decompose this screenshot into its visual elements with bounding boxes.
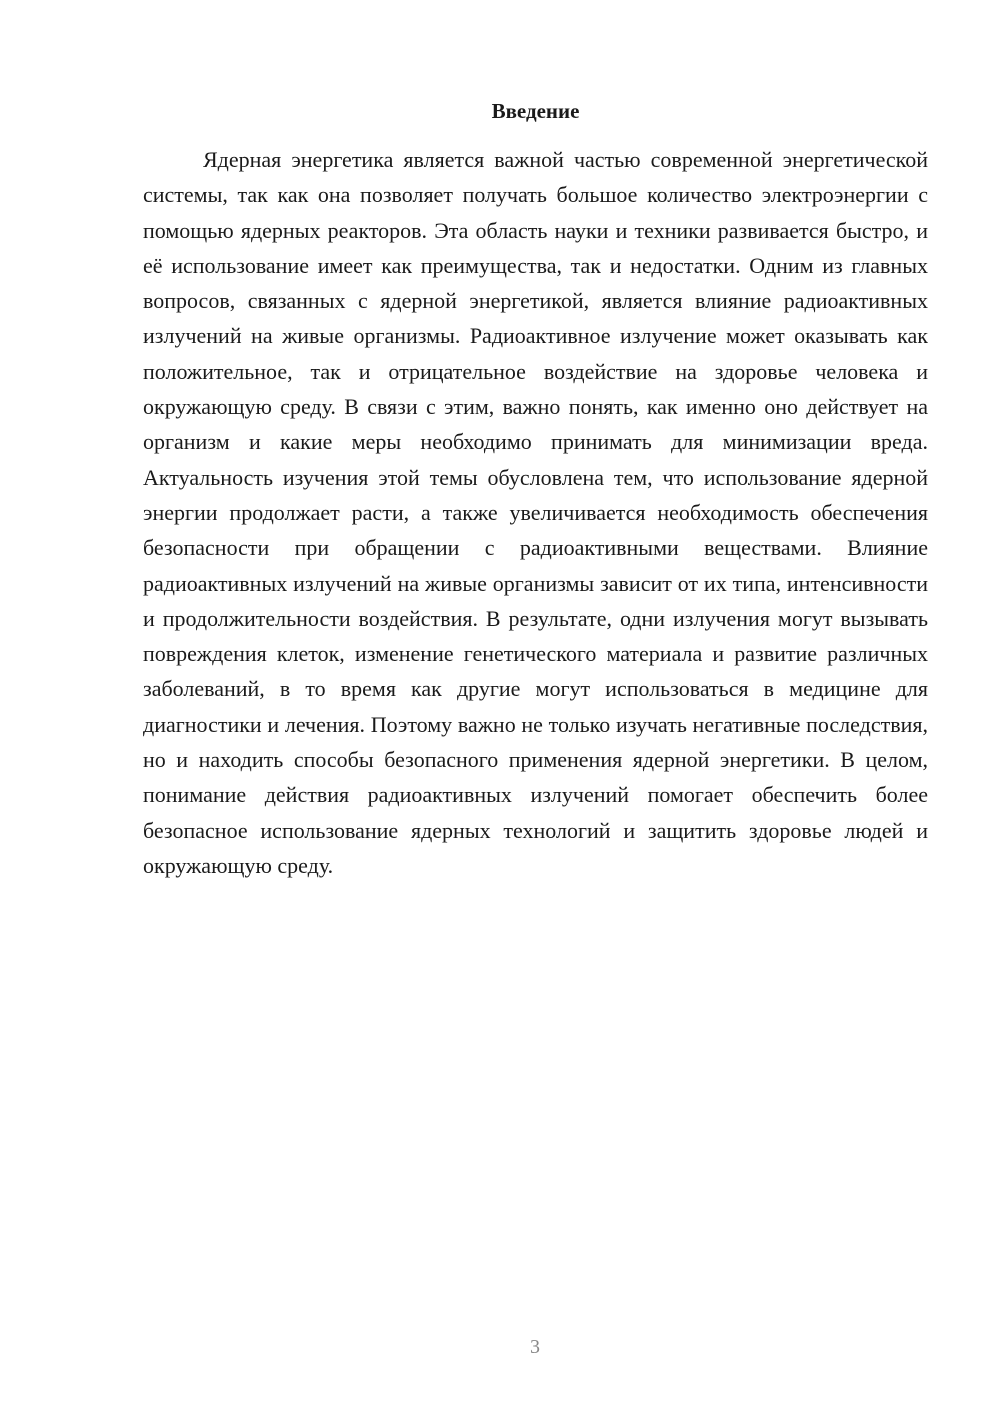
body-paragraph: Ядерная энергетика является важной частью современной энергетической системы, так как она позволяет получать большое количество электроэнергии с помощью ядерных реакторов. Эта область науки и техники развивается быстро, и её использование имеет как преимущества, так и недостатки. Одним из главных вопросов, связанных с ядерной энергетикой, является влияние радиоактивных излучений на живые организмы. Радиоактивное излучение может оказывать как положительное, так и отрицательное воздействие на здоровье человека и окружающую среду. В связи с этим, важно понять, как именно оно действует на организм и какие меры необходимо принимать для минимизации вреда. Актуальность изучения этой темы обусловлена тем, что использование ядерной энергии продолжает расти, а также увеличивается необходимость обеспечения безопасности при обращении с радиоактивными веществами. Влияние радиоактивных излучений на живые организмы зависит от их типа, интенсивности и продолжительности воздействия. В результате, одни излучения могут вызывать повреждения клеток, изменение генетического материала и развитие различных заболеваний, в то время как другие могут использоваться в медицине для диагностики и лечения. Поэтому важно не только изучать негативные последствия, но и находить способы безопасного применения ядерной энергетики. В целом, понимание действия радиоактивных излучений помогает обеспечить более безопасное использование ядерных технологий и защитить здоровье людей и окружающую среду. [143, 147, 928, 878]
section-heading: Введение [491, 99, 580, 123]
page-number: 3 [530, 1336, 540, 1358]
